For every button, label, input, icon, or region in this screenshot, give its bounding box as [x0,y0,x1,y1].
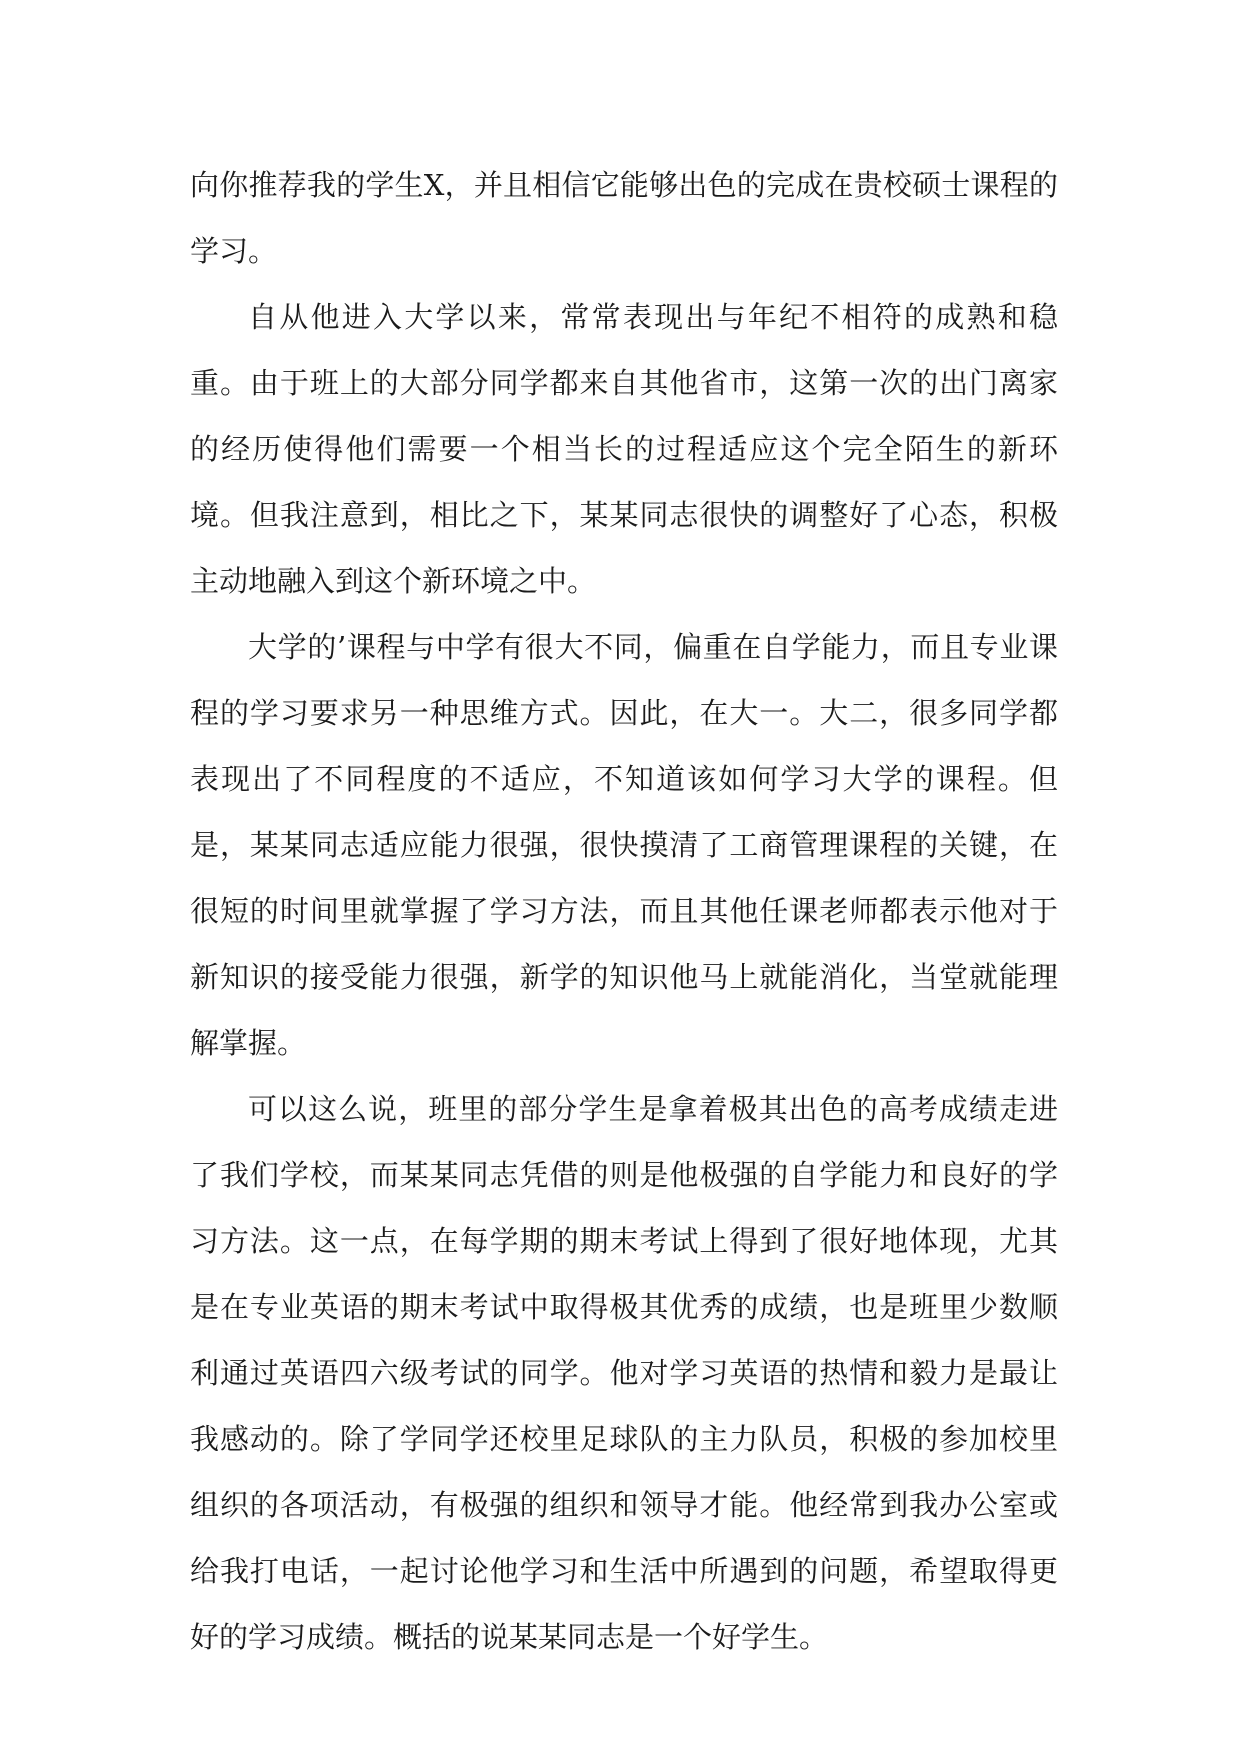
document-body [190,152,1058,1670]
paragraph-4: 可以这么说，班里的部分学生是拿着极其出色的高考成绩走进了我们学校，而某某同志凭借的则是他极强的自学能力和良好的学习方法。这一点，在每学期的期末考试上得到了很好地体现，尤其是在专业英语的期末考试中取得极其优秀的成绩，也是班里少数顺利通过英语四六级考试的同学。他对学习英语的热情和毅力是最让我感动的。除了学同学还校里足球队的主力队员，积极的参加校里组织的各项活动，有极强的组织和领导才能。他经常到我办公室或给我打电话，一起讨论他学习和生活中所遇到的问题，希望取得更好的学习成绩。概括的说某某同志是一个好学生。 [190,1092,1058,1654]
paragraph-1: 向你推荐我的学生X，并且相信它能够出色的完成在贵校硕士课程的学习。 [190,168,1058,268]
paragraph-2: 自从他进入大学以来，常常表现出与年纪不相符的成熟和稳重。由于班上的大部分同学都来自其他省市，这第一次的出门离家的经历使得他们需要一个相当长的过程适应这个完全陌生的新环境。但我注意到，相比之下，某某同志很快的调整好了心态，积极主动地融入到这个新环境之中。 [190,300,1058,598]
paragraph-3: 大学的’课程与中学有很大不同，偏重在自学能力，而且专业课程的学习要求另一种思维方式。因此，在大一。大二，很多同学都表现出了不同程度的不适应，不知道该如何学习大学的课程。但是，某某同志适应能力很强，很快摸清了工商管理课程的关键，在很短的时间里就掌握了学习方法，而且其他任课老师都表示他对于新知识的接受能力很强，新学的知识他马上就能消化，当堂就能理解掌握。 [190,630,1058,1060]
